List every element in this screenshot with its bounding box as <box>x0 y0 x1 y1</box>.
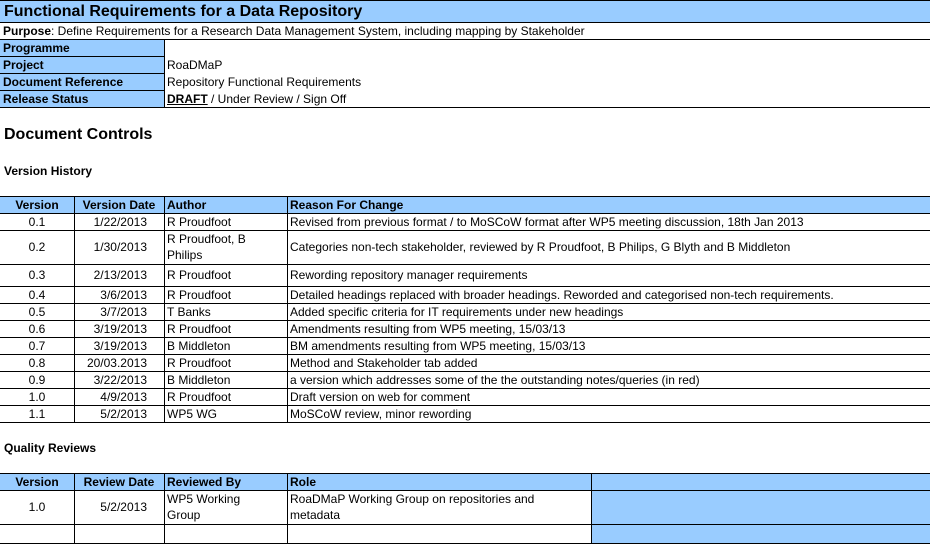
purpose-row <box>0 23 930 40</box>
page-title: Functional Requirements for a Data Repository <box>4 3 363 20</box>
table-row-version: 0.6 <box>28 322 46 336</box>
review-row-role: RoaDMaP Working Group on repositories and metadata <box>290 492 535 522</box>
table-row-reason: Rewording repository manager requirements <box>290 268 528 282</box>
table-row-version: 1.1 <box>28 407 46 421</box>
table-row-reason: Categories non-tech stakeholder, reviewed by R Proudfoot, B Philips, G Blyth and B Middleton <box>290 240 791 254</box>
table-row-version: 0.3 <box>28 268 46 282</box>
table-row-date: 1/22/2013 <box>93 215 147 229</box>
table-row-author: R Proudfoot <box>167 322 232 336</box>
table-row-reason: MoSCoW review, minor rewording <box>290 407 472 421</box>
table-row-version: 0.9 <box>28 373 46 387</box>
version-col-header: Version <box>15 198 59 212</box>
table-row-version: 0.2 <box>28 240 46 254</box>
table-row-version: 0.4 <box>28 288 46 302</box>
review-date-col-header: Review Date <box>83 475 155 489</box>
table-row-reason: Method and Stakeholder tab added <box>290 356 478 370</box>
meta-value-project: RoaDMaP <box>167 58 223 72</box>
table-row-author: B Middleton <box>167 373 231 387</box>
table-row-version: 0.7 <box>28 339 46 353</box>
table-row-date: 4/9/2013 <box>100 390 147 404</box>
version-date-col-header: Version Date <box>82 198 156 212</box>
table-row-version: 0.8 <box>28 356 46 370</box>
table-row-version: 1.0 <box>28 390 46 404</box>
table-row-author: WP5 WG <box>167 407 217 421</box>
table-row-date: 5/2/2013 <box>100 407 147 421</box>
table-row-author: R Proudfoot <box>167 268 232 282</box>
table-row-date: 1/30/2013 <box>93 240 147 254</box>
table-row-date: 3/19/2013 <box>93 339 147 353</box>
meta-label-document-reference: Document Reference <box>3 75 124 89</box>
reason-col-header: Reason For Change <box>290 198 404 212</box>
meta-value-release-status <box>164 91 349 107</box>
table-row-reason: Amendments resulting from WP5 meeting, 15/03/13 <box>290 322 566 336</box>
meta-label-programme: Programme <box>3 41 70 55</box>
review-row-version: 1.0 <box>28 500 46 514</box>
review-version-col-header: Version <box>15 475 59 489</box>
title-bar <box>0 0 930 23</box>
reviewed-by-col-header: Reviewed By <box>167 475 242 489</box>
table-row-author: R Proudfoot <box>167 215 232 229</box>
purpose-label: Purpose <box>3 24 52 38</box>
table-row-date: 20/03.2013 <box>86 356 147 370</box>
table-row-reason: Detailed headings replaced with broader headings. Reworded and categorised non-tech requirements. <box>290 288 834 302</box>
purpose-text: : Define Requirements for a Research Data Management System, including mapping by Stakeholder <box>51 24 585 38</box>
author-col-header: Author <box>167 198 207 212</box>
table-row-author: B Middleton <box>167 339 231 353</box>
meta-label-project: Project <box>3 58 44 72</box>
meta-value-document-reference: Repository Functional Requirements <box>167 75 362 89</box>
table-row-reason: Revised from previous format / to MoSCoW format after WP5 meeting discussion, 18th Jan 2013 <box>290 215 804 229</box>
table-row-author: T Banks <box>167 305 211 319</box>
table-row-version: 0.1 <box>28 215 46 229</box>
quality-reviews-heading: Quality Reviews <box>4 441 97 455</box>
table-row-version: 0.5 <box>28 305 46 319</box>
table-row-date: 3/19/2013 <box>93 322 147 336</box>
review-row-date: 5/2/2013 <box>100 500 147 514</box>
release-status-options: / Under Review / Sign Off <box>207 92 347 106</box>
table-row-date: 3/7/2013 <box>100 305 147 319</box>
role-col-header: Role <box>290 475 317 489</box>
version-history-heading: Version History <box>4 164 93 178</box>
review-row-reviewer: WP5 Working Group <box>167 492 241 522</box>
table-row-author: R Proudfoot <box>167 390 232 404</box>
table-row-reason: BM amendments resulting from WP5 meeting, 15/03/13 <box>290 339 586 353</box>
table-row-date: 3/6/2013 <box>100 288 147 302</box>
table-row-reason: a version which addresses some of the the outstanding notes/queries (in red) <box>290 373 700 387</box>
table-row-reason: Draft version on web for comment <box>290 390 471 404</box>
release-status-draft: DRAFT <box>167 92 208 106</box>
table-row-author: R Proudfoot <box>167 356 232 370</box>
table-row-date: 3/22/2013 <box>93 373 147 387</box>
meta-label-release-status: Release Status <box>3 92 89 106</box>
table-row-author: R Proudfoot <box>167 288 232 302</box>
table-row-reason: Added specific criteria for IT requirements under new headings <box>290 305 624 319</box>
table-row-author: R Proudfoot, B Philips <box>167 232 246 262</box>
document-controls-heading: Document Controls <box>4 126 153 143</box>
table-row-date: 2/13/2013 <box>93 268 147 282</box>
